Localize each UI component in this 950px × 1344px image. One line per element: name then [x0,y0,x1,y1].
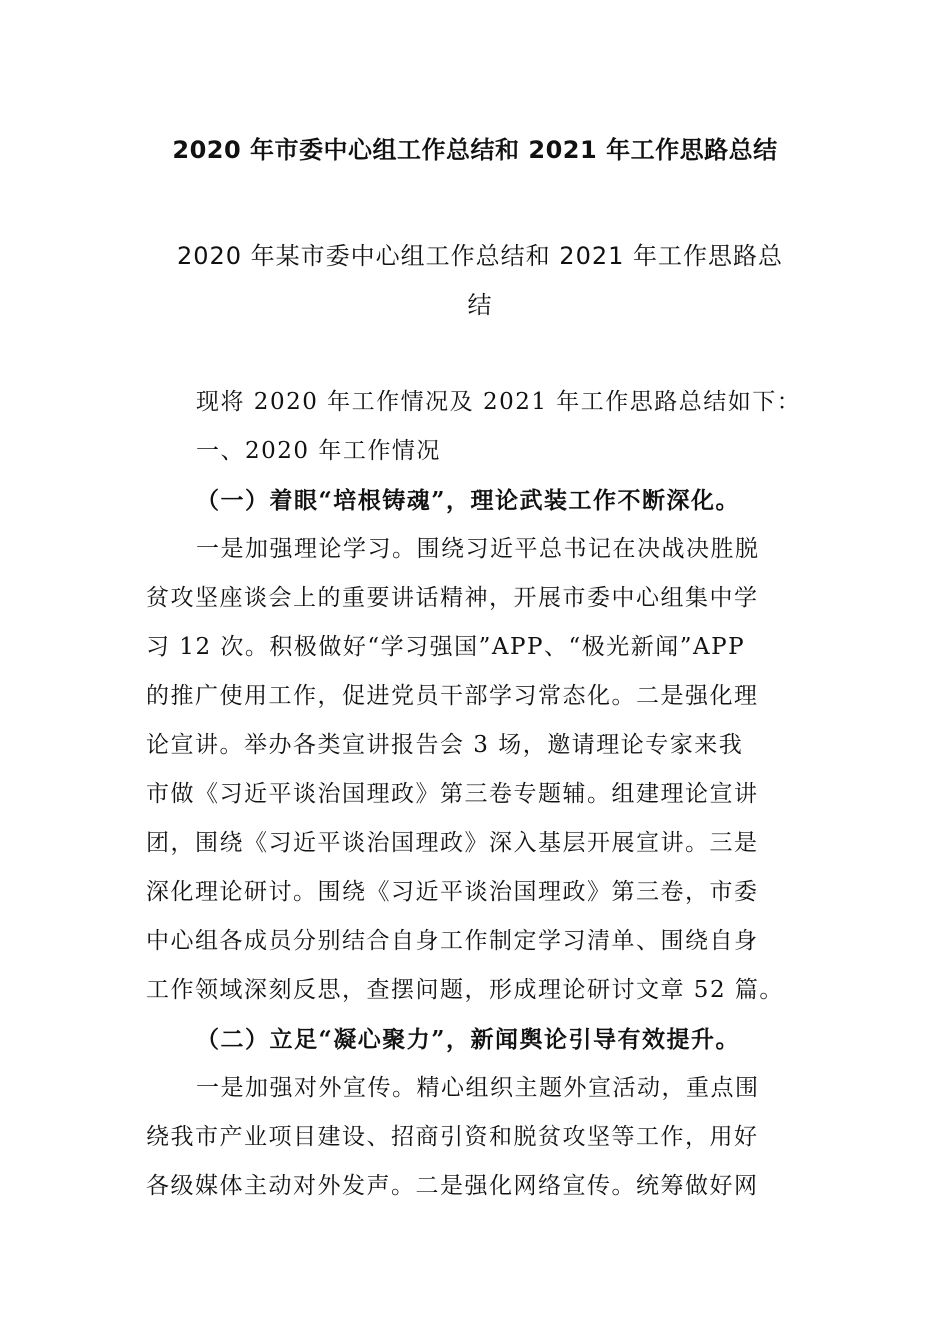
paragraph-line: 中心组各成员分别结合自身工作制定学习清单、围绕自身 [146,928,759,954]
subtitle-line: 结 [467,291,493,319]
paragraph-line: 绕我市产业项目建设、招商引资和脱贫攻坚等工作，用好 [146,1124,759,1150]
paragraph-line: 一是加强理论学习。围绕习近平总书记在决战决胜脱 [196,536,760,562]
paragraph-line: 贫攻坚座谈会上的重要讲话精神，开展市委中心组集中学 [146,585,759,611]
document-subtitle [150,230,810,328]
section-heading: 一、2020 年工作情况 [196,438,441,464]
document-title: 2020 年市委中心组工作总结和 2021 年工作思路总结 [172,136,778,164]
document-body [146,378,810,1211]
paragraph-line: 各级媒体主动对外发声。二是强化网络宣传。统筹做好网 [146,1173,759,1199]
paragraph-line: 团，围绕《习近平谈治国理政》深入基层开展宣讲。三是 [146,830,759,856]
paragraph-line: 深化理论研讨。围绕《习近平谈治国理政》第三卷，市委 [146,879,759,905]
paragraph-line: 的推广使用工作，促进党员干部学习常态化。二是强化理 [146,683,759,709]
paragraph-line: 习 12 次。积极做好“学习强国”APP、“极光新闻”APP [146,634,746,660]
paragraph-line: 一是加强对外宣传。精心组织主题外宣活动，重点围 [196,1075,760,1101]
paragraph-line: 市做《习近平谈治国理政》第三卷专题辅。组建理论宣讲 [146,781,759,807]
subtitle-line: 2020 年某市委中心组工作总结和 2021 年工作思路总 [176,242,784,270]
subsection-heading: （二）立足“凝心聚力”，新闻舆论引导有效提升。 [196,1026,740,1053]
paragraph-line: 论宣讲。举办各类宣讲报告会 3 场，邀请理论专家来我 [146,732,744,758]
subsection-heading: （一）着眼“培根铸魂”，理论武装工作不断深化。 [196,487,740,514]
intro-paragraph: 现将 2020 年工作情况及 2021 年工作思路总结如下： [196,389,802,415]
paragraph-line: 工作领域深刻反思，查摆问题，形成理论研讨文章 52 篇。 [146,977,784,1003]
